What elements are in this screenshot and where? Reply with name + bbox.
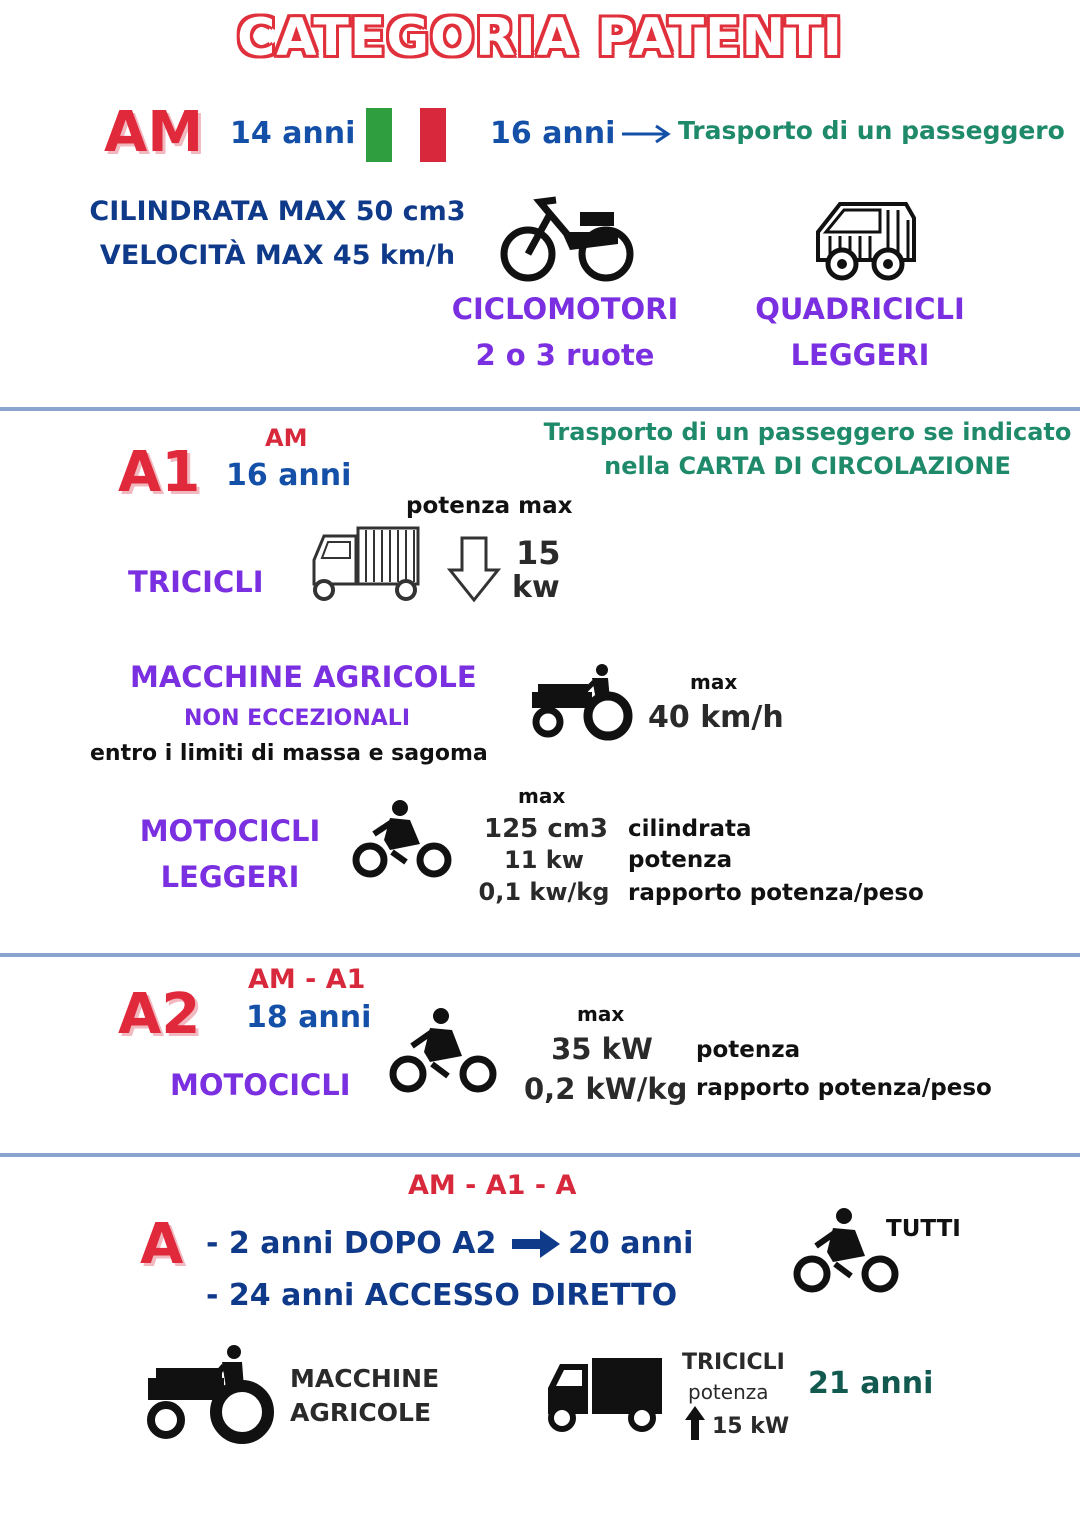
tractor-icon [140,1344,270,1444]
a1-agri-label: MACCHINE AGRICOLE [130,660,477,694]
a1-potenza-max: potenza max [406,493,573,519]
am-passenger-note: Trasporto di un passeggero [678,116,1065,145]
motorcyclist-icon [386,1008,501,1094]
a1-tricicli-kw-unit: kw [512,570,560,605]
category-a2-label: A2 [118,982,201,1047]
a-tricicli-kw: 15 kW [712,1414,790,1439]
a1-moto-value-potenza: 11 kw [504,846,584,874]
a1-age: 16 anni [226,458,352,493]
motorcyclist-icon [350,800,455,880]
quadricycle-icon [810,196,920,284]
arrow-up-icon [684,1404,706,1442]
tractor-icon [528,664,633,742]
a1-agri-max: max [690,670,738,694]
arrow-right-icon [620,122,672,146]
a-agri-line1: MACCHINE [290,1364,440,1393]
a2-label-potenza: potenza [696,1037,801,1063]
a1-agri-non-eccezionali: NON ECCEZIONALI [184,706,411,731]
a2-includes: AM - A1 [248,964,366,995]
a1-agri-speed: 40 km/h [648,700,784,735]
a-tutti-label: TUTTI [886,1216,961,1242]
a-tricicli-potenza: potenza [688,1380,769,1404]
section-divider [0,1153,1080,1157]
arrow-right-icon [510,1228,562,1260]
italy-flag-icon [366,108,446,162]
a2-value-potenza: 35 kW [551,1032,653,1066]
am-leggeri-label: LEGGERI [790,338,930,372]
section-divider [0,407,1080,411]
category-am-label: AM [104,100,204,165]
a1-passenger-note-line2: nella CARTA DI CIRCOLAZIONE [604,452,1011,480]
a-agri-line2: AGRICOLE [290,1398,432,1427]
a-line1-prefix: - 2 anni DOPO A2 [206,1226,497,1261]
moped-icon [500,196,635,284]
a2-label-rapporto: rapporto potenza/peso [696,1075,992,1101]
am-spec-cilindrata: CILINDRATA MAX 50 cm3 [89,196,466,227]
a1-passenger-note-line1: Trasporto di un passeggero se indicato [543,418,1072,446]
a1-moto-value-rapporto: 0,1 kw/kg [478,878,610,906]
category-a-label: A [140,1212,184,1277]
arrow-down-icon [448,536,500,602]
am-age: 16 anni [490,116,616,151]
a1-moto-label-cilindrata: cilindrata [628,816,752,842]
a-includes: AM - A1 - A [408,1170,577,1201]
a1-tricicli-label: TRICICLI [128,565,264,599]
am-quadricicli-label: QUADRICICLI [755,292,965,326]
a1-tricicli-kw-value: 15 [516,534,561,572]
category-a1-label: A1 [118,440,201,505]
a2-value-rapporto: 0,2 kW/kg [524,1072,688,1106]
a1-includes: AM [265,424,308,452]
a1-moto-max: max [518,784,566,808]
am-age-italy: 14 anni [230,116,356,151]
a1-moto-value-cilindrata: 125 cm3 [484,814,608,844]
am-spec-velocita: VELOCITÀ MAX 45 km/h [99,240,456,271]
page-title: CATEGORIA PATENTI [237,8,843,68]
a-line1-suffix: 20 anni [568,1226,694,1261]
a-tricicli-age: 21 anni [808,1366,934,1401]
am-ciclomotori-label: CICLOMOTORI [451,292,679,326]
a1-moto-label-potenza: potenza [628,847,733,873]
a-line2: - 24 anni ACCESSO DIRETTO [206,1278,678,1313]
a1-agri-limits: entro i limiti di massa e sagoma [90,741,488,766]
tricycle-truck-icon [310,526,425,604]
a1-leggeri-label: LEGGERI [160,860,300,894]
am-ruote-label: 2 o 3 ruote [475,338,655,372]
a1-moto-label-rapporto: rapporto potenza/peso [628,880,924,906]
a2-motocicli-label: MOTOCICLI [170,1068,351,1102]
a2-age: 18 anni [246,1000,372,1035]
tricycle-truck-icon [544,1356,666,1432]
section-divider [0,953,1080,957]
a2-max: max [577,1002,625,1026]
a1-motocicli-label: MOTOCICLI [139,814,321,848]
a-tricicli-label: TRICICLI [682,1350,785,1375]
